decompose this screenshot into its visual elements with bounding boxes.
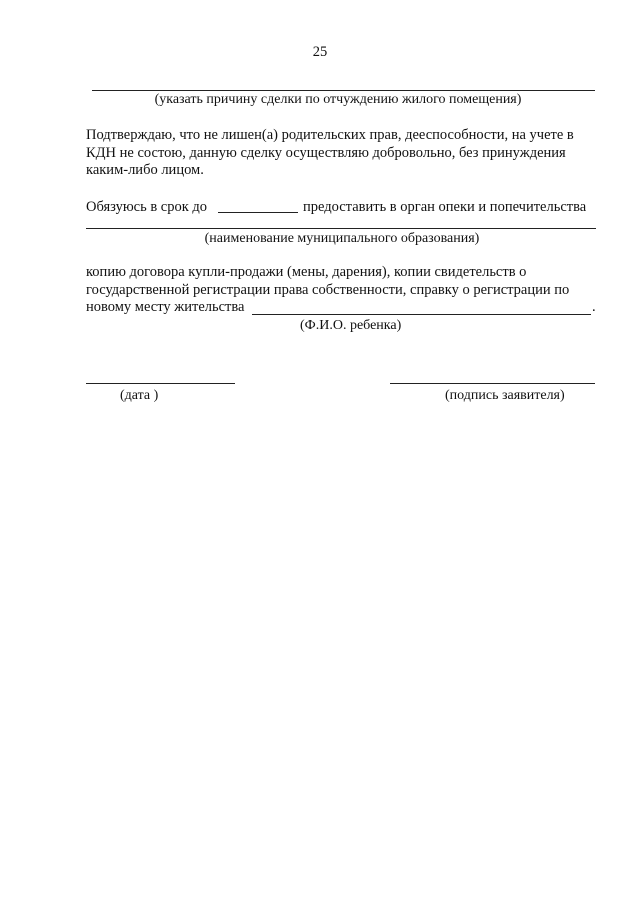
copies-line: копию договора купли-продажи (мены, дарения), копии свидетельств о (86, 264, 527, 280)
new-residence-end-mark: . (592, 299, 596, 315)
confirmation-line: КДН не состою, данную сделку осуществляю добровольно, без принуждения (86, 144, 566, 161)
page-number: 25 (312, 44, 328, 60)
obligation-suffix: предоставить в орган опеки и попечительства (303, 199, 587, 215)
reason-blank-line[interactable] (92, 90, 595, 91)
reason-caption: (указать причину сделки по отчуждению жилого помещения) (154, 92, 522, 107)
obligation-prefix: Обязуюсь в срок до (86, 199, 208, 215)
date-blank-line[interactable] (86, 383, 235, 384)
copies-paragraph (86, 264, 601, 299)
signature-caption: (подпись заявителя) (445, 388, 565, 403)
child-name-blank-line[interactable] (252, 314, 591, 315)
signature-blank-line[interactable] (390, 383, 595, 384)
confirmation-line: каким-либо лицом. (86, 162, 204, 178)
child-caption: (Ф.И.О. ребенка) (300, 318, 402, 333)
date-caption: (дата ) (120, 388, 159, 403)
confirmation-line: Подтверждаю, что не лишен(а) родительских прав, дееспособности, на учете в (86, 127, 574, 143)
municipality-caption: (наименование муниципального образования) (204, 231, 480, 246)
new-residence-prefix: новому месту жительства (86, 299, 245, 315)
copies-line: государственной регистрации права собственности, справку о регистрации по (86, 281, 570, 298)
deadline-blank-line[interactable] (218, 212, 298, 213)
confirmation-paragraph (86, 127, 601, 180)
municipality-blank-line[interactable] (86, 228, 596, 229)
